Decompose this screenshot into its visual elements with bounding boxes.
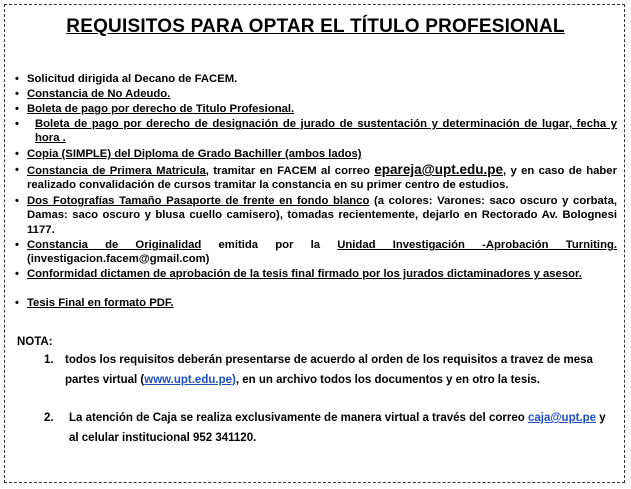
requirement-lead: Constancia de Primera Matricula bbox=[27, 165, 206, 177]
requirement-rest: , y en caso de haber realizado convalidación de cursos tramitar la constancia en su primer centro de estudios. bbox=[27, 165, 617, 192]
bullet: • bbox=[15, 148, 19, 160]
requirement-text: Tesis Final en formato PDF. bbox=[27, 297, 174, 309]
note-number: 1. bbox=[44, 354, 54, 366]
list-item bbox=[17, 194, 617, 237]
note-text-end: , en un archivo todos los documentos y en otro la tesis. bbox=[235, 374, 540, 386]
bullet: • bbox=[15, 195, 19, 207]
requirement-rest: (investigacion.facem@gmail.com) bbox=[27, 253, 210, 266]
note-text: todos los requisitos deberán presentarse de acuerdo al orden de los requisitos a travez de mesa partes virtual ( bbox=[65, 354, 593, 386]
bullet: • bbox=[15, 164, 19, 176]
list-item bbox=[17, 296, 617, 310]
bullet: • bbox=[15, 103, 19, 115]
list-item bbox=[17, 72, 617, 86]
list-item bbox=[17, 163, 617, 193]
note-number: 2. bbox=[44, 412, 54, 424]
caja-email-link[interactable]: caja@upt.pe bbox=[527, 412, 597, 424]
bullet: • bbox=[15, 297, 19, 309]
bullet: • bbox=[15, 268, 19, 280]
requirement-text: Conformidad dictamen de aprobación de la tesis final firmado por los jurados dictaminadores y asesor. bbox=[27, 268, 582, 280]
nota-label: NOTA: bbox=[17, 336, 53, 348]
requirement-text: Solicitud dirigida al Decano de FACEM. bbox=[27, 73, 238, 85]
page-title: REQUISITOS PARA OPTAR EL TÍTULO PROFESIONAL bbox=[66, 16, 565, 37]
note-item bbox=[44, 350, 614, 390]
requirement-text: Constancia de No Adeudo. bbox=[27, 88, 171, 100]
requirement-lead: Constancia de Originalidad bbox=[27, 239, 202, 251]
list-item bbox=[17, 117, 617, 146]
bullet: • bbox=[15, 88, 19, 100]
website-link[interactable]: www.upt.edu.pe) bbox=[144, 374, 236, 386]
requirement-text: Copia (SIMPLE) del Diploma de Grado Bachiller (ambos lados) bbox=[27, 148, 362, 160]
list-item bbox=[17, 87, 617, 101]
bullet: • bbox=[15, 118, 19, 130]
requirement-text: Boleta de pago por derecho de designación de jurado de sustentación y determinación de lugar, fecha y hora . bbox=[35, 118, 617, 145]
email-link[interactable]: epareja@upt.edu.pe bbox=[374, 162, 503, 177]
requirement-lead: Dos Fotografías Tamaño Pasaporte de frente en fondo blanco bbox=[27, 195, 370, 207]
bullet: • bbox=[15, 239, 19, 251]
list-item bbox=[17, 267, 617, 281]
note-text-end: y al celular institucional 952 341120. bbox=[69, 412, 606, 444]
requirement-lead-2: Unidad Investigación -Aprobación Turniting. bbox=[337, 239, 618, 251]
note-item bbox=[44, 408, 614, 448]
requirement-text: Boleta de pago por derecho de Titulo Profesional. bbox=[27, 103, 295, 115]
bullet: • bbox=[15, 73, 19, 85]
list-item bbox=[17, 102, 617, 116]
requirement-mid: , tramitar en FACEM al correo bbox=[205, 165, 375, 177]
list-item bbox=[17, 147, 617, 161]
list-item bbox=[17, 238, 617, 267]
requirement-rest: (a colores: Varones: saco oscuro y corbata, Damas: saco oscuro y blusa cuello camisero), tomadas recientemente, dejarlo en Rectorado Av. Bolognesi 1177. bbox=[27, 195, 617, 236]
requirement-mid: emitida por la bbox=[201, 239, 338, 251]
note-text: La atención de Caja se realiza exclusivamente de manera virtual a través del correo bbox=[69, 412, 528, 424]
